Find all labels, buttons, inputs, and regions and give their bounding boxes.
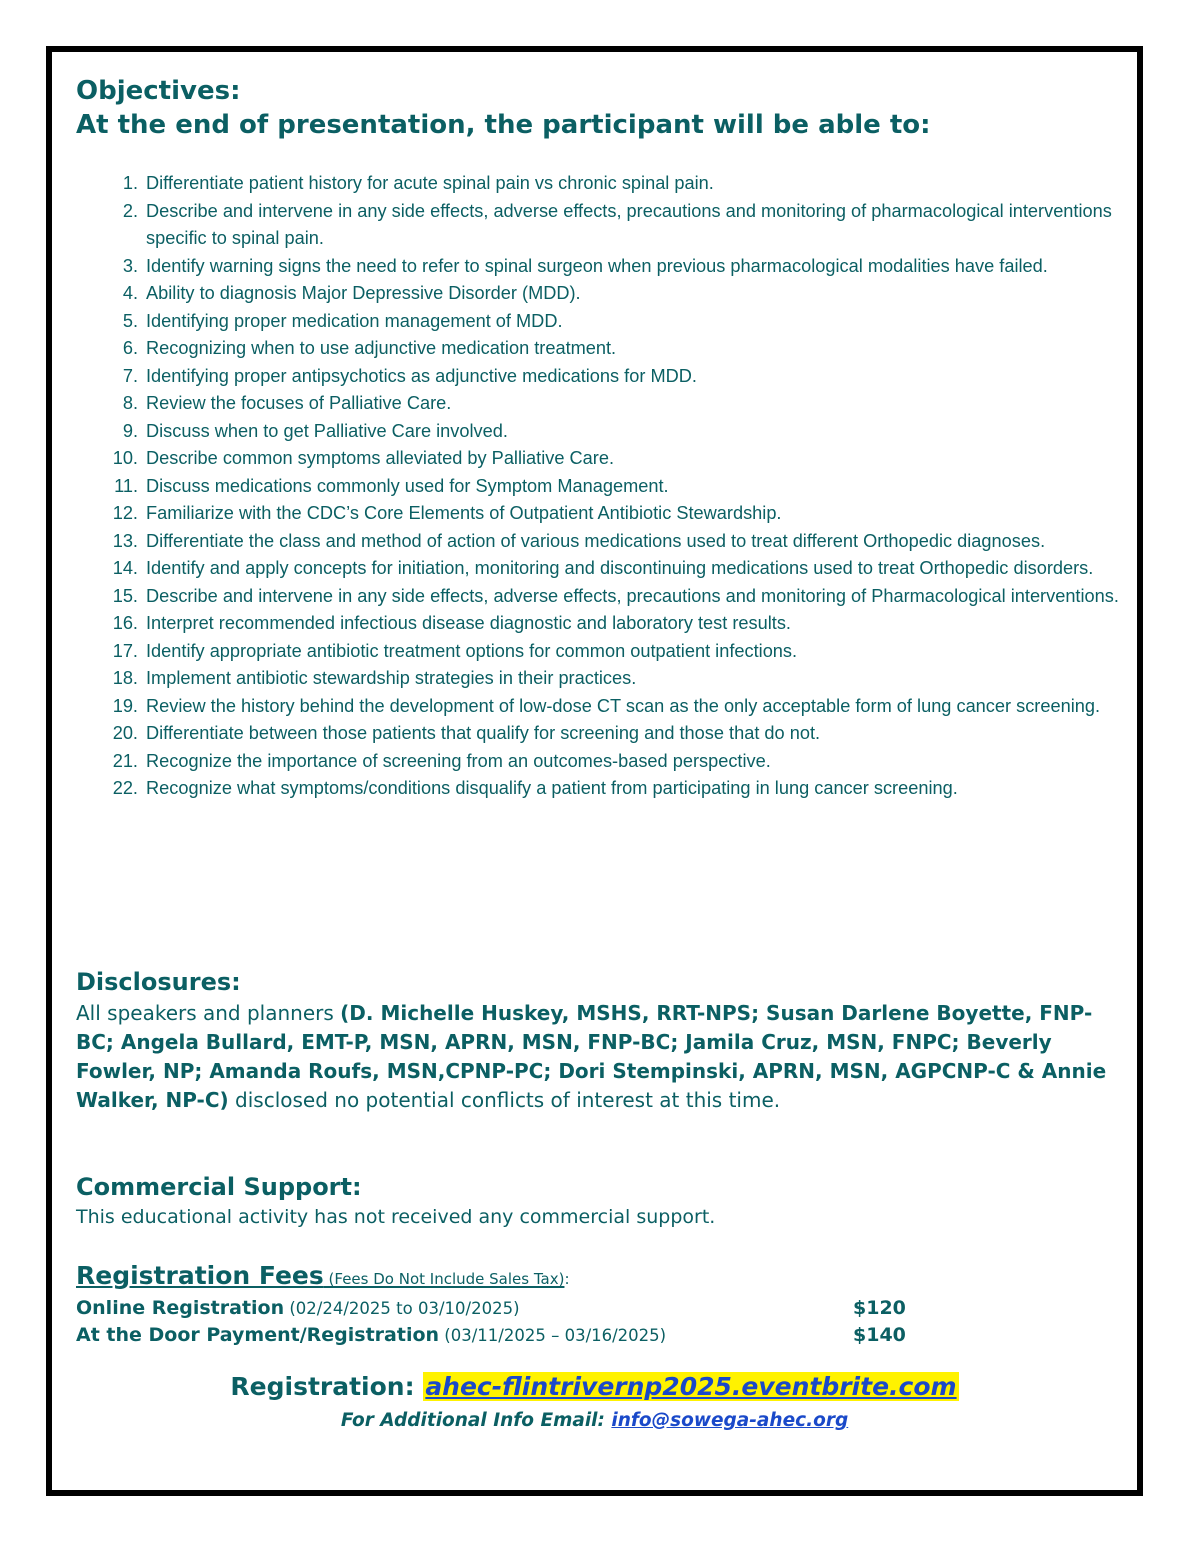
disclosures-title: Disclosures: <box>76 968 241 996</box>
item-number: 2. <box>122 200 138 221</box>
disclosures-outro: disclosed no potential conflicts of interest at this time. <box>228 1088 781 1112</box>
item-text: Differentiate between those patients that qualify for screening and those that do not. <box>146 723 821 743</box>
item-text: Differentiate patient history for acute spinal pain vs chronic spinal pain. <box>146 173 714 193</box>
list-item <box>106 638 1130 666</box>
item-text: Interpret recommended infectious disease diagnostic and laboratory test results. <box>146 613 791 633</box>
item-text: Describe common symptoms alleviated by Palliative Care. <box>146 448 614 468</box>
item-text: Recognizing when to use adjunctive medication treatment. <box>146 338 617 358</box>
item-number: 16. <box>112 613 138 633</box>
objectives-list <box>106 170 1130 803</box>
commercial-support-body: This educational activity has not received any commercial support. <box>76 1206 716 1228</box>
objectives-subtitle: At the end of presentation, the participant will be able to: <box>76 110 931 140</box>
list-item <box>106 390 1130 418</box>
fee-label: Online Registration <box>76 1297 285 1319</box>
list-item <box>106 610 1130 638</box>
list-item <box>106 473 1130 501</box>
fee-dates: (02/24/2025 to 03/10/2025) <box>284 1299 520 1318</box>
item-number: 7. <box>122 365 138 386</box>
item-number: 20. <box>112 723 138 743</box>
item-text: Review the focuses of Palliative Care. <box>146 393 452 413</box>
fee-label: At the Door Payment/Registration <box>76 1324 440 1346</box>
item-text: Familiarize with the CDC’s Core Elements of Outpatient Antibiotic Stewardship. <box>146 503 782 523</box>
registration-link[interactable]: ahec-flintrivernp2025.eventbrite.com <box>425 1372 957 1401</box>
fee-row-door <box>76 1322 1126 1349</box>
item-text: Recognize what symptoms/conditions disqualify a patient from participating in lung cancer screening. <box>146 778 958 798</box>
additional-info-label: For Additional Info Email: <box>340 1410 612 1431</box>
list-item <box>106 583 1130 611</box>
item-text: Discuss when to get Palliative Care involved. <box>146 420 508 441</box>
list-item <box>106 335 1130 363</box>
item-number: 13. <box>112 530 138 551</box>
list-item <box>106 500 1130 528</box>
registration-label: Registration: <box>230 1372 424 1401</box>
fee-row-online <box>76 1295 1126 1322</box>
commercial-support-section <box>76 1172 1126 1230</box>
item-text: Discuss medications commonly used for Symptom Management. <box>146 475 669 496</box>
list-item <box>106 748 1130 776</box>
commercial-support-title: Commercial Support: <box>76 1173 362 1201</box>
list-item <box>106 418 1130 446</box>
fees-colon: : <box>564 1270 570 1288</box>
item-number: 19. <box>112 695 138 716</box>
item-number: 17. <box>112 640 138 661</box>
item-text: Differentiate the class and method of action of various medications used to treat different Orthopedic diagnoses. <box>146 530 1046 551</box>
list-item <box>106 528 1130 556</box>
item-text: Identify and apply concepts for initiation, monitoring and discontinuing medications used to treat Orthopedic disorders. <box>146 558 1094 578</box>
fees-note: (Fees Do Not Include Sales Tax) <box>323 1270 565 1288</box>
item-number: 14. <box>112 558 138 578</box>
fee-dates: (03/11/2025 – 03/16/2025) <box>439 1326 667 1345</box>
disclosures-section <box>76 967 1126 1115</box>
list-item <box>106 445 1130 473</box>
list-item <box>106 775 1130 803</box>
item-number: 6. <box>122 338 138 358</box>
page-frame <box>46 46 1143 1496</box>
item-number: 12. <box>112 503 138 523</box>
registration-line <box>52 1370 1137 1404</box>
fee-price: $120 <box>853 1297 906 1319</box>
objectives-title: Objectives: <box>76 76 241 106</box>
item-text: Describe and intervene in any side effects, adverse effects, precautions and monitoring of Pharmacological interventions. <box>146 585 1119 606</box>
list-item <box>106 308 1130 336</box>
item-number: 11. <box>114 475 138 496</box>
item-number: 15. <box>112 585 138 606</box>
list-item <box>106 198 1130 253</box>
disclosures-body <box>76 999 1126 1115</box>
disclosures-names: (D. Michelle Huskey, MSHS, RRT-NPS; Susan Darlene Boyette, FNP-BC; Angela Bullard, EMT-P, MSN, APRN, MSN, FNP-BC; Jamila Cruz, MSN, FNPC; Beverly Fowler, NP; Amanda Roufs, MSN,CPNP-PC; Dori Stempinski, APRN, MSN, AGPCNP-C & Annie Walker, NP-C) <box>76 1001 1107 1112</box>
item-number: 21. <box>112 750 138 771</box>
objectives-heading <box>76 74 931 142</box>
list-item <box>106 693 1130 721</box>
list-item <box>106 253 1130 281</box>
item-text: Identify appropriate antibiotic treatment options for common outpatient infections. <box>146 640 798 661</box>
list-item <box>106 555 1130 583</box>
registration-fees-title: Registration Fees <box>76 1261 324 1290</box>
list-item <box>106 720 1130 748</box>
item-number: 3. <box>122 255 138 276</box>
item-number: 8. <box>122 393 138 413</box>
list-item <box>106 363 1130 391</box>
item-text: Identify warning signs the need to refer to spinal surgeon when previous pharmacological modalities have failed. <box>146 255 1048 276</box>
registration-fees-heading <box>76 1260 1126 1295</box>
additional-info-line <box>52 1408 1137 1434</box>
registration-fees-section <box>76 1260 1126 1349</box>
item-text: Implement antibiotic stewardship strategies in their practices. <box>146 668 637 688</box>
disclosures-intro: All speakers and planners <box>76 1001 341 1025</box>
item-number: 1. <box>122 173 138 193</box>
list-item <box>106 665 1130 693</box>
item-text: Identifying proper medication management of MDD. <box>146 310 563 331</box>
list-item <box>106 280 1130 308</box>
item-number: 9. <box>122 420 138 441</box>
item-number: 4. <box>122 283 138 303</box>
fee-price: $140 <box>853 1324 906 1346</box>
item-text: Review the history behind the development of low-dose CT scan as the only acceptable form of lung cancer screening. <box>146 695 1101 716</box>
email-link[interactable]: info@sowega-ahec.org <box>611 1410 849 1431</box>
item-number: 5. <box>122 310 138 331</box>
item-number: 18. <box>112 668 138 688</box>
item-number: 22. <box>112 778 138 798</box>
item-text: Recognize the importance of screening from an outcomes-based perspective. <box>146 750 771 771</box>
list-item <box>106 170 1130 198</box>
item-text: Describe and intervene in any side effects, adverse effects, precautions and monitoring of pharmacological interventions specific to spinal pain. <box>146 200 1112 248</box>
item-text: Identifying proper antipsychotics as adjunctive medications for MDD. <box>146 365 697 386</box>
item-number: 10. <box>112 448 138 468</box>
item-text: Ability to diagnosis Major Depressive Disorder (MDD). <box>146 283 581 303</box>
